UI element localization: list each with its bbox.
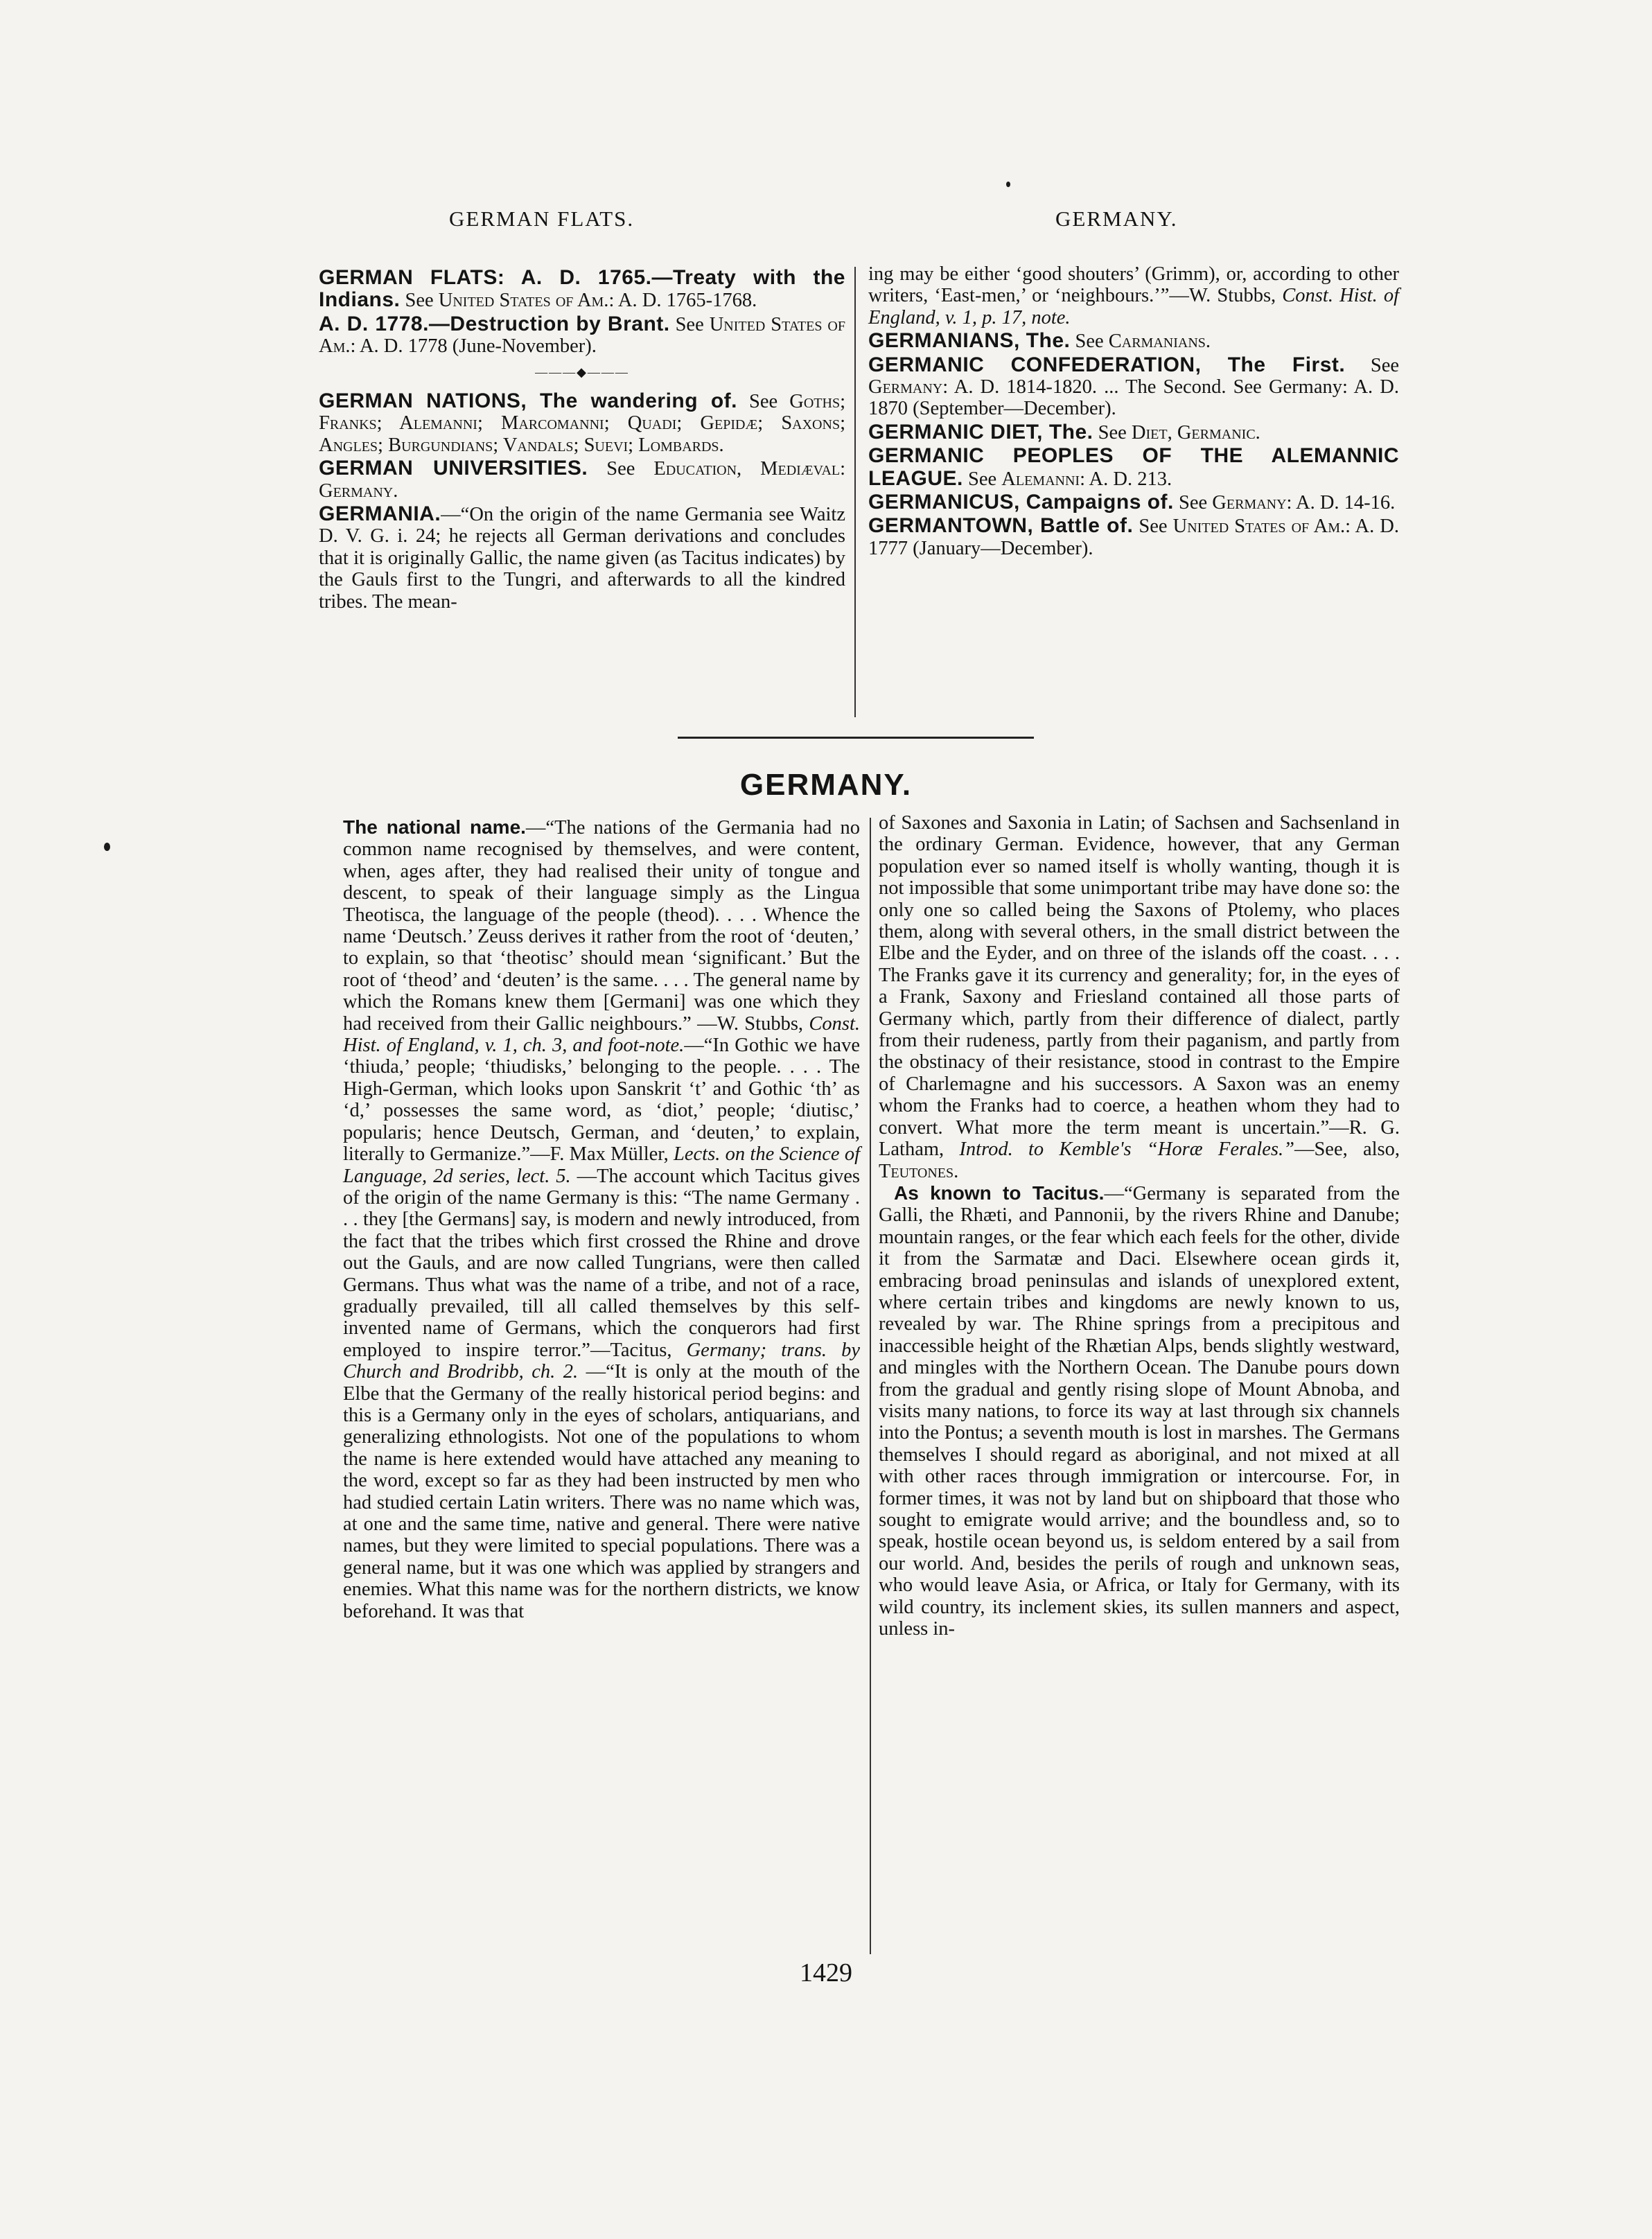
ink-speck xyxy=(1006,182,1010,187)
body-text: —“The nations of the Germania had no common name recognised by themselves, and were content, when, ages after, they had realised their unity of tongue and descent, to speak of their language simply as the Lingua Theotisca, the language of the people (theod). . . . Whence the name ‘Deutsch.’ Zeuss derives it rather from the root of ‘deuten,’ to explain, so that ‘theotisc’ should mean ‘significant.’ But the root of ‘theod’ and ‘deuten’ is the same. . . . The general name by which the Romans knew them [Germani] was one which they had received from their Gallic neighbours.” —W. Stubbs, xyxy=(343,817,860,1035)
entry-germania xyxy=(319,503,845,613)
cross-reference: Carmanians. xyxy=(1108,331,1211,353)
cross-reference: Germany xyxy=(1212,492,1287,514)
body-text: —See, also, xyxy=(1294,1139,1400,1161)
entry-heading: GERMANIC PEOPLES OF THE ALEMANNIC LEAGUE. xyxy=(868,444,1399,490)
section-rule xyxy=(678,737,1034,739)
entry-heading: GERMAN UNIVERSITIES. xyxy=(319,457,588,480)
subheading: As known to Tacitus. xyxy=(894,1182,1105,1204)
top-left-column xyxy=(319,267,845,614)
cross-reference: Diet, Germanic. xyxy=(1131,421,1260,444)
entry-text: See xyxy=(1093,421,1132,444)
paragraph-national-name-continued xyxy=(879,812,1400,1182)
body-text: of Saxones and Saxonia in Latin; of Sachsen and Sachsenland in the ordinary German. Evidence, however, that any German population ever so named itself is wholly wanting, though it is not impossible that some unimportant tribe may have done so: the only one so called being the Saxons of Ptolemy, who places them, along with several others, in the small district between the Elbe and the Eyder, and on three of the islands off the coast. . . . The Franks gave it its currency and generality; for, in the eyes of a Frank, Saxony and Friesland contained all those parts of Germany which, partly from their difference of dialect, partly from their rudeness, partly from their paganism, and partly from the obstinacy of their resistance, stood in contrast to the Empire of Charlemagne and his successors. A Saxon was an enemy whom the Franks had to coerce, a heathen whom they had to convert. What more the term meant is uncertain.”—R. G. Latham, xyxy=(879,812,1400,1161)
entry-text: See xyxy=(588,458,654,480)
entry-heading: A. D. 1778.—Destruction by Brant. xyxy=(319,312,670,335)
entry-germanic-diet xyxy=(868,421,1399,444)
body-text: —“Germany is separated from the Galli, the Rhæti, and Pannonii, by the rivers Rhine and Danube; mountain ranges, or the fear which each feels for the other, divide it from the Sarmatæ and Daci. Elsewhere ocean girds it, embracing broad peninsulas and islands of unexplored extent, where certain tribes and kingdoms are newly known to us, revealed by war. The Rhine springs from a precipitous and inaccessible height of the Rhætian Alps, bends slightly westward, and mingles with the Northern Ocean. The Danube pours down from the gradual and gently rising slope of Mount Abnoba, and visits many nations, to force its way at last through six channels into the Pontus; a seventh mouth is lost in marshes. The Germans themselves I should regard as aboriginal, and not mixed at all with other races through immigration or intercourse. For, in former times, it was not by land but on shipboard that those who sought to emigrate would arrive; and the boundless and, so to speak, hostile ocean beyond us, is seldom entered by a sail from our world. And, besides the perils of rough and unknown seas, who would leave Asia, or Africa, or Italy for Germany, with its wild country, its inclement skies, its sullen manners and aspect, unless in- xyxy=(879,1182,1400,1640)
cross-reference: United States of Am. xyxy=(438,290,609,312)
entry-text: : A. D. 1814-1820. ... The Second. See Germany: A. D. 1870 (September—December). xyxy=(868,376,1399,420)
entry-germantown xyxy=(868,515,1399,559)
section-title: GERMANY. xyxy=(739,768,913,802)
running-head-left: GERMAN FLATS. xyxy=(449,207,635,231)
entry-germanicus xyxy=(868,491,1399,513)
top-right-column xyxy=(868,263,1399,561)
entry-text: See xyxy=(669,313,710,335)
citation: Const. Hist. of England, v. 1, ch. 3, and foot-note. xyxy=(343,1012,860,1057)
entry-text: : A. D. 1765-1768. xyxy=(608,290,757,312)
bottom-left-column xyxy=(343,816,860,1622)
paragraph-national-name xyxy=(343,816,860,1622)
cross-reference: Teutones. xyxy=(879,1160,959,1182)
citation: Germany; trans. by Church and Brodribb, ch. 2. xyxy=(343,1339,860,1383)
citation: Lects. on the Science of Language, 2d series, lect. 5. xyxy=(343,1143,860,1187)
body-text: —The account which Tacitus gives of the origin of the name Germany is this: “The name Germany . . . they [the Germans] say, is modern and newly introduced, from the fact that the tribes which first crossed the Rhine and drove out the Gauls, and are now called Tungrians, were then called Germans. Thus what was the name of a tribe, and not of a race, gradually prevailed, till all called themselves by this self-invented name of Germans, which the conquerors had first employed to inspire terror.”—Tacitus, xyxy=(343,1165,860,1361)
entry-heading: GERMANIC DIET, The. xyxy=(868,420,1093,444)
entry-text: —“On the origin of the name Germania see Waitz D. V. G. i. 24; he rejects all German derivations and concludes that it is originally Gallic, the name given (as Tacitus indicates) by the Gauls first to the Tungri, and afterwards to all the kindred tribes. The mean- xyxy=(319,504,845,613)
cross-reference: Alemanni xyxy=(1001,468,1080,490)
entry-german-flats-1778 xyxy=(319,313,845,358)
subheading: The national name. xyxy=(343,816,526,838)
entry-german-nations xyxy=(319,390,845,456)
cross-reference: Germany xyxy=(868,376,943,398)
entry-germanic-peoples xyxy=(868,445,1399,490)
entry-german-universities xyxy=(319,457,845,502)
entry-germanic-confederation xyxy=(868,354,1399,420)
entry-text: See xyxy=(737,391,790,413)
entry-heading: GERMANIANS, The. xyxy=(868,329,1071,353)
entry-heading: GERMANIA. xyxy=(319,502,441,526)
running-head-right: GERMANY. xyxy=(1055,207,1178,231)
entry-text: See xyxy=(963,468,1002,490)
entry-text: : A. D. 14-16. xyxy=(1286,492,1396,514)
entry-text: : A. D. 1778 (June-November). xyxy=(350,335,597,358)
body-text: —“It is only at the mouth of the Elbe that the Germany of the really historical period begins: and this is a Germany only in the eyes of scholars, antiquarians, and generalizing ethnologists. Not one of the populations to whom the name is here extended would have attached any meaning to the word, except so far as they had been instructed by men who had studied certain Latin writers. There was no name which was, at one and the same time, native and general. There were native names, but they were limited to special populations. There was a general name, but it was one which was applied by strangers and enemies. What this name was for the northern districts, we know beforehand. It was that xyxy=(343,1361,860,1622)
entry-heading: GERMANICUS, Campaigns of. xyxy=(868,491,1174,514)
entry-heading: GERMAN NATIONS, The wandering of. xyxy=(319,389,737,413)
page-number: 1429 xyxy=(800,1958,852,1987)
cross-reference: United States of Am. xyxy=(319,313,845,358)
entry-german-flats-1765 xyxy=(319,267,845,312)
entry-text: : A. D. 1777 (January—December). xyxy=(868,516,1400,559)
cross-reference: Education, Mediæval: Germany. xyxy=(319,458,846,502)
entry-text: : A. D. 213. xyxy=(1080,468,1172,490)
entry-text: ing may be either ‘good shouters’ (Grimm), or, according to other writers, ‘East-men,’ or ‘neighbours.’”—W. Stubbs, xyxy=(868,263,1399,307)
entry-text: See xyxy=(1345,354,1399,376)
entry-text: See xyxy=(1133,516,1173,538)
column-divider xyxy=(870,818,871,1954)
entry-text: See xyxy=(1173,492,1213,514)
entry-heading: GERMANIC CONFEDERATION, The First. xyxy=(868,353,1346,376)
entry-germanians xyxy=(868,330,1399,352)
entry-heading: GERMANTOWN, Battle of. xyxy=(868,514,1134,538)
cross-reference: United States of Am. xyxy=(1172,516,1346,538)
ink-speck xyxy=(104,843,110,851)
column-divider xyxy=(854,267,856,717)
entry-text: See xyxy=(400,290,439,312)
entry-text: See xyxy=(1070,331,1109,353)
entry-heading: GERMAN FLATS: A. D. 1765.—Treaty with the Indians. xyxy=(319,266,845,312)
ornament-divider: ———◆——— xyxy=(535,365,629,379)
body-text: —“In Gothic we have ‘thiuda,’ people; ‘thiudisks,’ belonging to the people. . . . The High-German, which looks upon Sanskrit ‘t’ and Gothic ‘th’ as ‘d,’ possesses the same word, as ‘diot,’ people; ‘diutisc,’ popularis; hence Deutsch, German, and ‘deuten,’ to explain, literally to Germanize.”—F. Max Müller, xyxy=(343,1035,860,1166)
citation: Introd. to Kemble's “Horæ Ferales.” xyxy=(959,1139,1294,1161)
bottom-right-column xyxy=(879,812,1400,1640)
citation: Const. Hist. of England, v. 1, p. 17, note. xyxy=(868,285,1399,328)
paragraph-as-known-to-tacitus xyxy=(879,1182,1400,1640)
entry-germania-continued xyxy=(868,263,1399,328)
cross-reference: Goths; Franks; Alemanni; Marcomanni; Quadi; Gepidæ; Saxons; Angles; Burgundians; Vandals; Suevi; Lombards. xyxy=(319,391,845,456)
